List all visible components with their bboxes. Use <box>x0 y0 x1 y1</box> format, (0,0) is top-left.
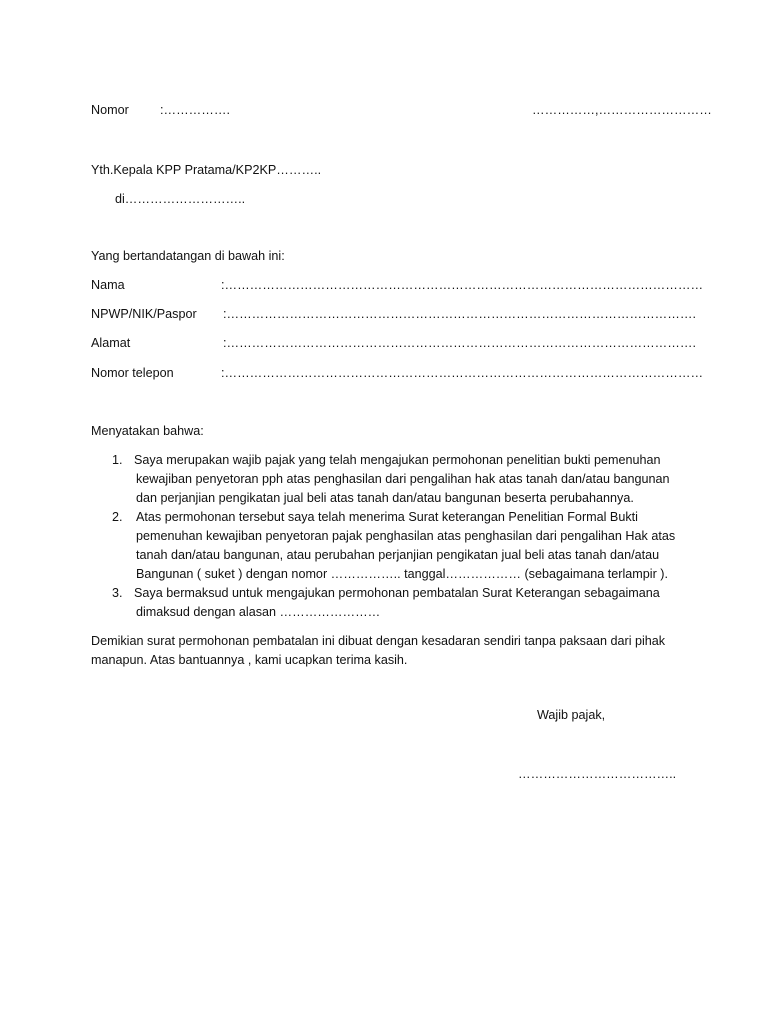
signature-label: Wajib pajak, <box>537 708 606 722</box>
place-date: ……………,……………………… <box>532 103 712 117</box>
list-item-number: 3. <box>112 586 123 600</box>
field-label-nama: Nama <box>91 278 125 292</box>
list-item-line: Saya bermaksud untuk mengajukan permohonan pembatalan Surat Keterangan sebagaimana <box>134 586 660 600</box>
field-value-nama: :…………………………………………………………………………………………………… <box>221 278 704 292</box>
nomor-value: :……………. <box>160 103 230 117</box>
field-label-telepon: Nomor telepon <box>91 366 174 380</box>
field-value-npwp: :…………………………………………………………………………………………………. <box>223 307 696 321</box>
list-item-line: dimaksud dengan alasan …………………… <box>136 605 381 619</box>
field-value-telepon: :…………………………………………………………………………………………………… <box>221 366 704 380</box>
declaration-heading: Menyatakan bahwa: <box>91 424 204 438</box>
list-item-line: tanah dan/atau bangunan, atau perubahan perjanjian pengikatan jual beli atas tanah dan/atau <box>136 548 660 562</box>
closing-line: manapun. Atas bantuannya , kami ucapkan terima kasih. <box>91 653 408 667</box>
addressee-line: Yth.Kepala KPP Pratama/KP2KP……….. <box>91 163 322 177</box>
list-item-line: Saya merupakan wajib pajak yang telah mengajukan permohonan penelitian bukti pemenuhan <box>134 453 661 467</box>
list-item-line: Atas permohonan tersebut saya telah menerima Surat keterangan Penelitian Formal Bukti <box>136 510 638 524</box>
field-label-alamat: Alamat <box>91 336 131 350</box>
field-label-npwp: NPWP/NIK/Paspor <box>91 307 197 321</box>
list-item-line: Bangunan ( suket ) dengan nomor …………….. tanggal……………… (sebagaimana terlampir ). <box>136 567 668 581</box>
list-item-line: kewajiban penyetoran pph atas penghasilan dari pengalihan hak atas tanah dan/atau bangunan <box>136 472 670 486</box>
signature-line: ……………………………….. <box>518 767 677 781</box>
list-item-line: dan perjanjian pengikatan jual beli atas tanah dan/atau bangunan beserta perubahannya. <box>136 491 634 505</box>
list-item-number: 2. <box>112 510 123 524</box>
intro-text: Yang bertandatangan di bawah ini: <box>91 249 285 263</box>
list-item-number: 1. <box>112 453 123 467</box>
closing-line: Demikian surat permohonan pembatalan ini dibuat dengan kesadaran sendiri tanpa paksaan dari pihak <box>91 634 666 648</box>
list-item-line: pemenuhan kewajiban penyetoran pajak penghasilan atas penghasilan dari pengalihan Hak atas <box>136 529 676 543</box>
addressee-location: di……………………….. <box>115 192 246 206</box>
field-value-alamat: :…………………………………………………………………………………………………. <box>223 336 696 350</box>
nomor-label: Nomor <box>91 103 129 117</box>
